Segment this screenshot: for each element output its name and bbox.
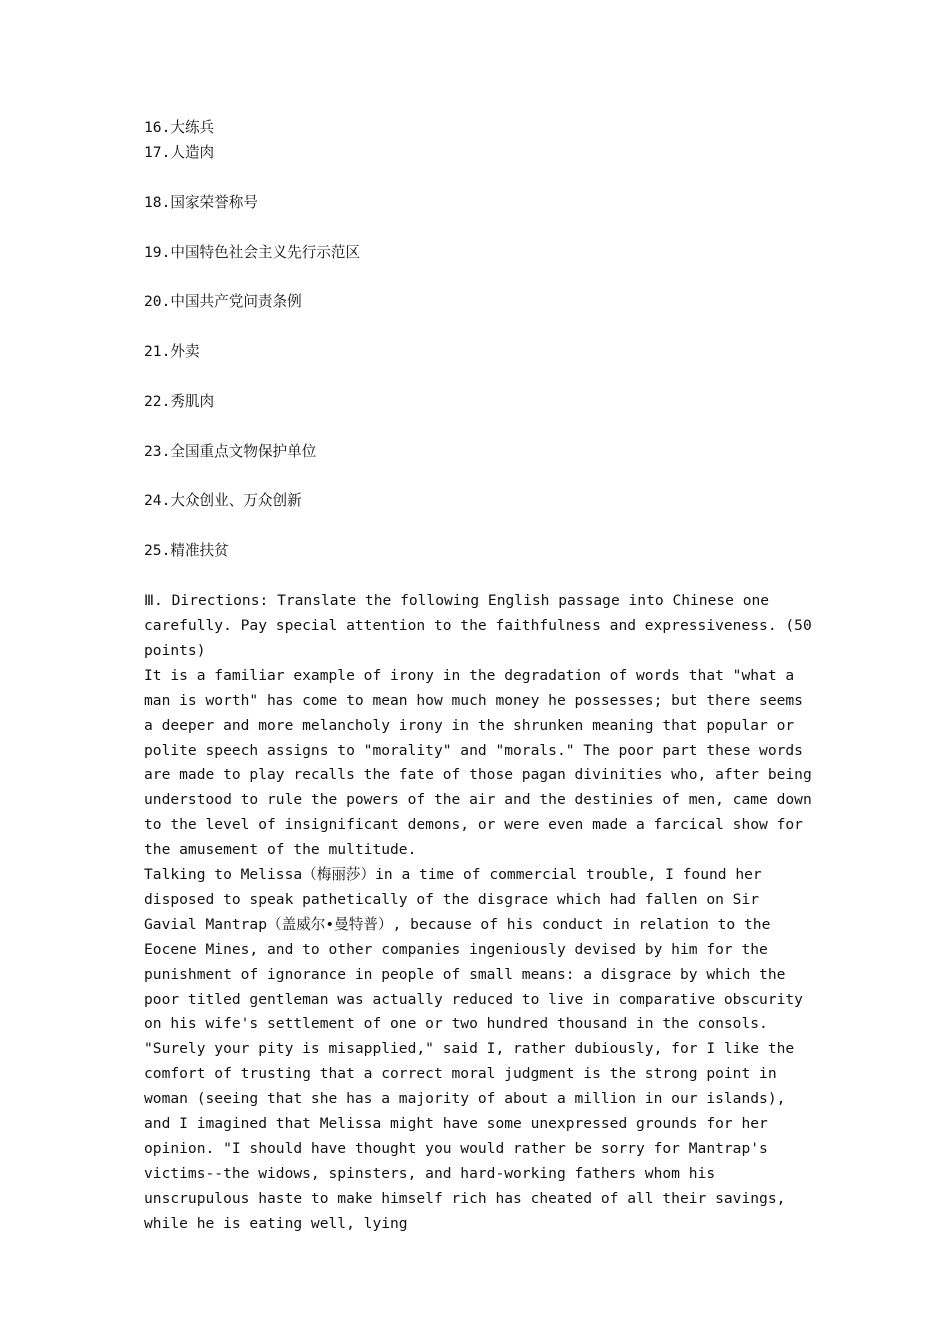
list-item: 24.大众创业、万众创新 <box>144 492 302 510</box>
list-item: 17.人造肉 <box>144 143 215 161</box>
list-item: 18.国家荣誉称号 <box>144 193 258 211</box>
document-page <box>144 116 812 1237</box>
passage-paragraph: "Surely your pity is misapplied," said I, rather dubiously, for I like the comfort of trusting that a correct moral judgment is the strong point in woman (seeing that she has a majority of about a million in our islands), and I imagined that Melissa might have some unexpressed grounds for her opinion. "I should have thought you would rather be sorry for Mantrap's victims--the widows, spinsters, and hard-working fathers whom his unscrupulous haste to make himself rich has cheated of all their savings, while he is eating well, lying <box>144 1040 795 1232</box>
list-item: 22.秀肌肉 <box>144 392 215 410</box>
passage-paragraph: It is a familiar example of irony in the degradation of words that "what a man is worth" has come to mean how much money he possesses; but there seems a deeper and more melancholy irony in the shrunken meaning that popular or polite speech assigns to "morality" and "morals." The poor part these words are made to play recalls the fate of those pagan divinities who, after being understood to rule the powers of the air and the destinies of men, came down to the level of insignificant demons, or were even made a farcical show for the amusement of the multitude. <box>144 666 812 859</box>
list-item: 16.大练兵 <box>144 119 215 136</box>
list-item: 20.中国共产党问责条例 <box>144 293 302 311</box>
passage-paragraph: Talking to Melissa（梅丽莎）in a time of commercial trouble, I found her disposed to speak pathetically of the disgrace which had fallen on Sir Gavial Mantrap（盖威尔•曼特普）, because of his conduct in relation to the Eocene Mines, and to other companies ingeniously devised by him for the punishment of ignorance in people of small means: a disgrace by which the poor titled gentleman was actually reduced to live in comparative obscurity on his wife's settlement of one or two hundred thousand in the consols. <box>144 866 803 1033</box>
section-directions: Ⅲ. Directions: Translate the following English passage into Chinese one carefully. Pay special attention to the faithfulness and expressiveness. (50 points) <box>144 592 812 659</box>
list-item: 19.中国特色社会主义先行示范区 <box>144 243 361 261</box>
list-item: 25.精准扶贫 <box>144 542 229 560</box>
list-item: 23.全国重点文物保护单位 <box>144 442 317 460</box>
list-item: 21.外卖 <box>144 343 200 361</box>
